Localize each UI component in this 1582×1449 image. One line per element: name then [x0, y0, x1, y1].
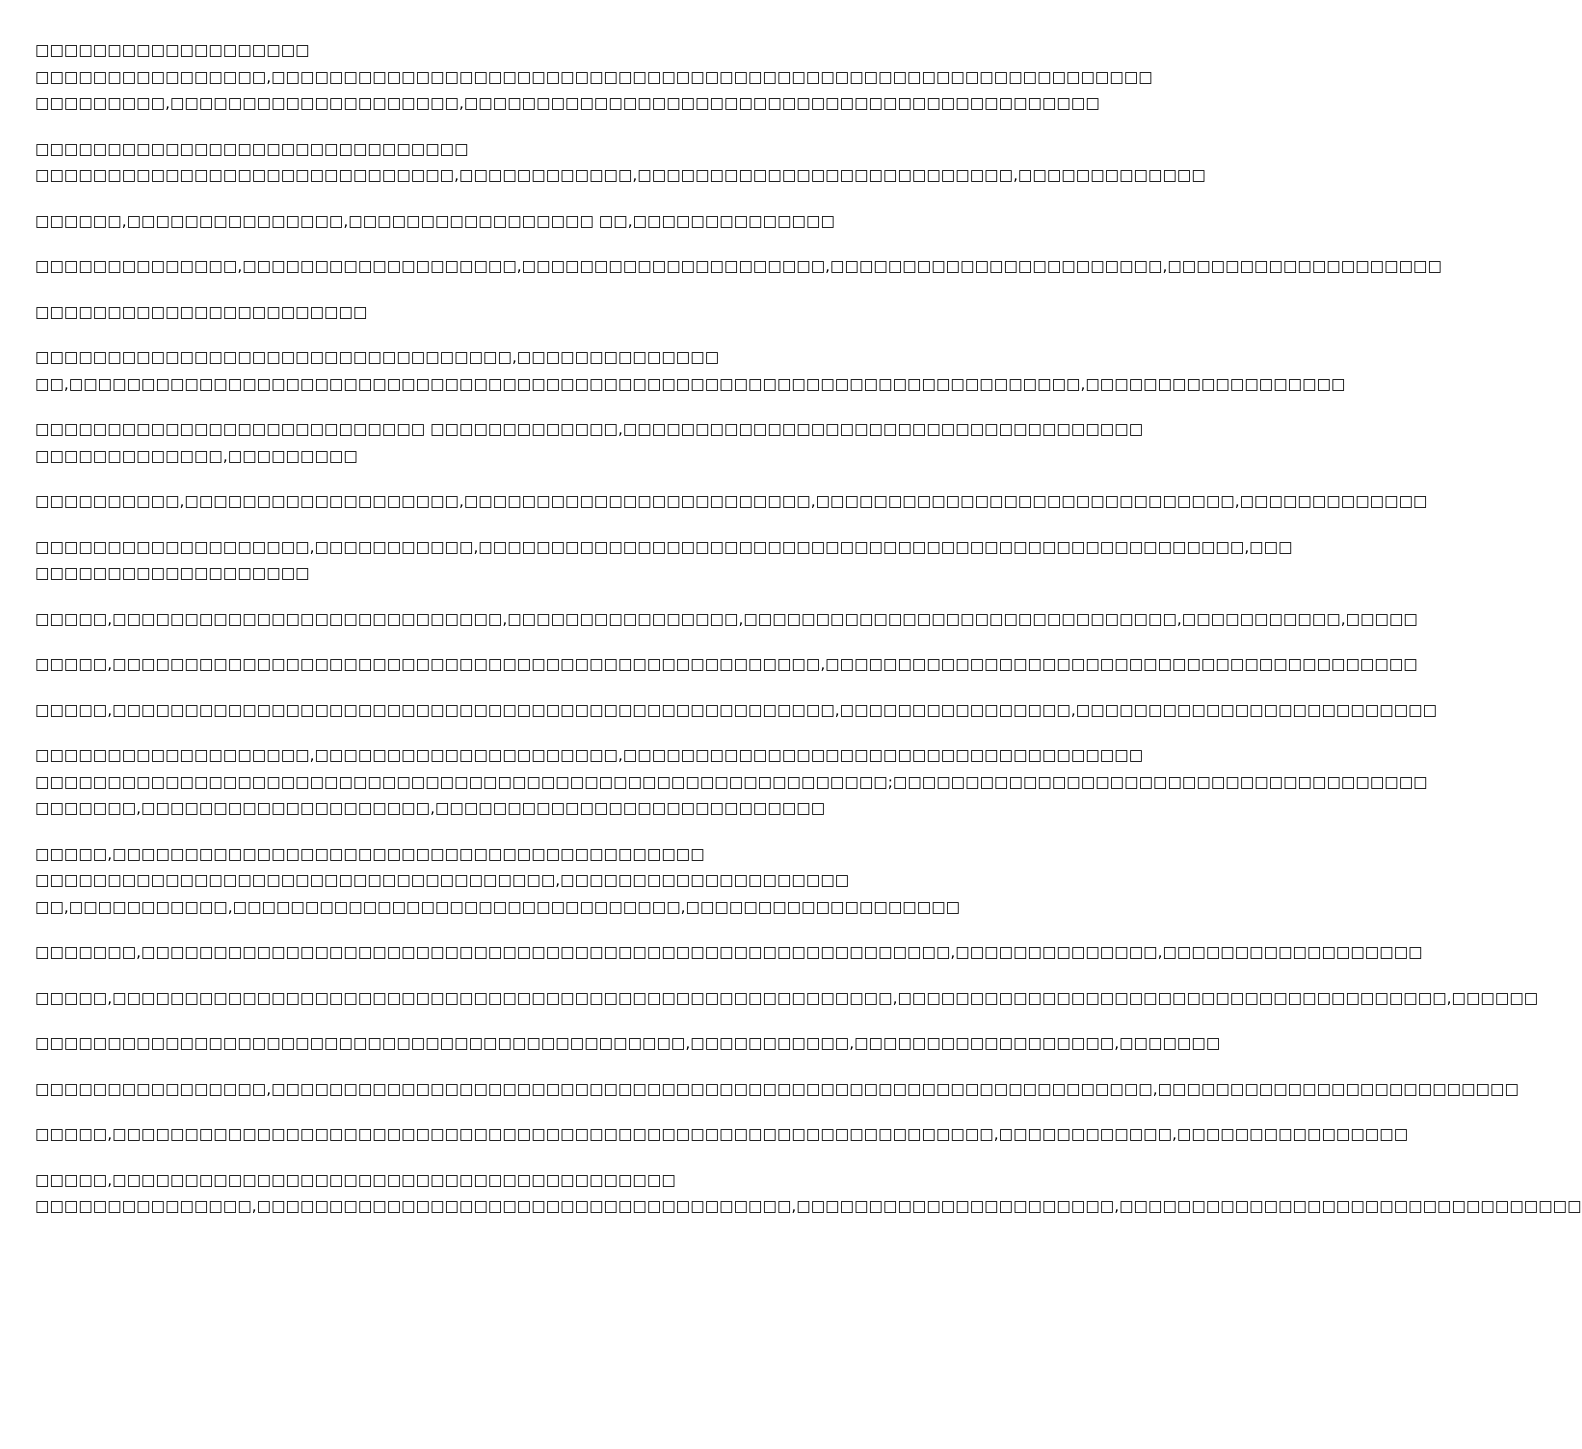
text-line: □□□□□□□□□□□□□□□□□□□,□□□□□□□□□□□□□□□□□□□□□,□□□□□□□□□□□□□□□□□□□□□□□□□□□□□□□□□□□□	[35, 746, 1144, 764]
text-line: □□□□□□□□□□,□□□□□□□□□□□□□□□□□□□,□□□□□□□□□□□□□□□□□□□□□□□□,□□□□□□□□□□□□□□□□□□□□□□□□□□□□□,□□□□□□□□□□□□□	[35, 492, 1428, 510]
text-line: □□□□□,□□□□□□□□□□□□□□□□□□□□□□□□□□□□□□□□□□□□□□□□□	[35, 844, 705, 863]
text-line: □□□□□,□□□□□□□□□□□□□□□□□□□□□□□□□□□□□□□□□□□□□□□□□□□□□□□□□□□□□□,□□□□□□□□□□□□□□□□□□□□□□□□□□□□□□□□□□□□□□,□□□□□□	[35, 988, 1539, 1007]
text-line: □□□□□,□□□□□□□□□□□□□□□□□□□□□□□□□□□,□□□□□□□□□□□□□□□□,□□□□□□□□□□□□□□□□□□□□□□□□□□□□□□,□□□□□□□□□□□,□□□□□	[35, 609, 1418, 628]
text-line: □□□□□,□□□□□□□□□□□□□□□□□□□□□□□□□□□□□□□□□□□□□□□□□□□□□□□□□□□□□□□□□□□□□,□□□□□□□□□□□□,□□□□□□□□□□□□□□□□	[35, 1125, 1409, 1143]
paragraph-9	[35, 534, 1293, 587]
paragraph-6	[35, 344, 1346, 397]
paragraph-10	[35, 606, 1418, 633]
text-line: □□□□□□□□□□□□□□□□□□□□□□□□□□□□□□	[35, 139, 469, 158]
paragraph-20	[35, 1167, 1582, 1220]
text-line: □□□□□□□□□□□□□□□□□□□□□□□	[35, 302, 368, 321]
text-line: □□□□□□□□□□□□□□□□□□□□□□□□□□□ □□□□□□□□□□□□□,□□□□□□□□□□□□□□□□□□□□□□□□□□□□□□□□□□□□	[35, 420, 1144, 438]
text-line: □□□□□,□□□□□□□□□□□□□□□□□□□□□□□□□□□□□□□□□□□□□□□□□□□□□□□□□□,□□□□□□□□□□□□□□□□,□□□□□□□□□□□□□□□□□□□□□□□□□	[35, 700, 1438, 719]
text-line: □□,□□□□□□□□□□□□□□□□□□□□□□□□□□□□□□□□□□□□□□□□□□□□□□□□□□□□□□□□□□□□□□□□□□□□□□,□□□□□□□□□□□□□□□□□□	[35, 374, 1346, 393]
paragraph-11	[35, 651, 1418, 678]
paragraph-15	[35, 939, 1423, 966]
text-line: □□□□□□□□□□□□□□□□□□□,□□□□□□□□□□□,□□□□□□□□□□□□□□□□□□□□□□□□□□□□□□□□□□□□□□□□□□□□□□□□□□□□□,□□□	[35, 537, 1293, 556]
text-line: □□□□□□□□□□□□□□□□□□□	[35, 41, 310, 59]
text-line: □□□□□,□□□□□□□□□□□□□□□□□□□□□□□□□□□□□□□□□□□□□□□	[35, 1170, 676, 1189]
paragraph-12	[35, 697, 1438, 724]
paragraph-2	[35, 136, 1206, 189]
text-line: □□□□□□,□□□□□□□□□□□□□□□,□□□□□□□□□□□□□□□□□ □□,□□□□□□□□□□□□□□	[35, 211, 835, 230]
text-line: □□□□□□□□□□□□□,□□□□□□□□□	[35, 446, 358, 465]
paragraph-16	[35, 985, 1539, 1012]
paragraph-17	[35, 1030, 1221, 1057]
text-line: □□□□□□□□□□□□□□□□□□□□□□□□□□□□□□□□□□□□□□□□□□□□□,□□□□□□□□□□□,□□□□□□□□□□□□□□□□□□,□□□□□□□	[35, 1034, 1221, 1052]
text-line: □□□□□,□□□□□□□□□□□□□□□□□□□□□□□□□□□□□□□□□□□□□□□□□□□□□□□□□,□□□□□□□□□□□□□□□□□□□□□□□□□□□□□□□□□□□□□□□□□	[35, 655, 1418, 673]
paragraph-4	[35, 253, 1442, 280]
text-line: □□□□□□□,□□□□□□□□□□□□□□□□□□□□,□□□□□□□□□□□□□□□□□□□□□□□□□□□	[35, 799, 826, 817]
text-line: □□□□□□□□□□□□□□,□□□□□□□□□□□□□□□□□□□,□□□□□□□□□□□□□□□□□□□□□,□□□□□□□□□□□□□□□□□□□□□□□,□□□□□□□□□□□□□□□□□□□	[35, 257, 1442, 275]
paragraph-8	[35, 488, 1428, 515]
text-line: □□□□□□□,□□□□□□□□□□□□□□□□□□□□□□□□□□□□□□□□□□□□□□□□□□□□□□□□□□□□□□□□,□□□□□□□□□□□□□□,□□□□□□□□□□□□□□□□□□	[35, 943, 1423, 961]
text-line: □□□□□□□□□□□□□□□□□□□	[35, 564, 310, 582]
text-line: □□□□□□□□□,□□□□□□□□□□□□□□□□□□□□,□□□□□□□□□□□□□□□□□□□□□□□□□□□□□□□□□□□□□□□□□□□□	[35, 94, 1100, 112]
document-body	[35, 37, 1582, 1239]
paragraph-18	[35, 1076, 1519, 1103]
paragraph-14	[35, 841, 989, 921]
text-line: □□□□□□□□□□□□□□□□□□□□□□□□□□□□□,□□□□□□□□□□□□,□□□□□□□□□□□□□□□□□□□□□□□□□□,□□□□□□□□□□□□□	[35, 166, 1206, 184]
text-line: □□,□□□□□□□□□□□,□□□□□□□□□□□□□□□□□□□□□□□□□□□□□□□,□□□□□□□□□□□□□□□□□□□	[35, 897, 961, 916]
paragraph-1	[35, 37, 1153, 117]
paragraph-13	[35, 742, 1428, 822]
text-line: □□□□□□□□□□□□□□□□,□□□□□□□□□□□□□□□□□□□□□□□□□□□□□□□□□□□□□□□□□□□□□□□□□□□□□□□□□□□□□	[35, 67, 1153, 86]
text-line: □□□□□□□□□□□□□□□,□□□□□□□□□□□□□□□□□□□□□□□□□□□□□□□□□□□□□,□□□□□□□□□□□□□□□□□□□□□□,□□□□□□□□□□□□□□□□□□□□□□□□□□□□□□□□	[35, 1197, 1582, 1215]
paragraph-5	[35, 299, 989, 326]
text-line: □□□□□□□□□□□□□□□□□□□□□□□□□□□□□□□□□□□□□□□□□□□□□□□□□□□□□□□□□□□;□□□□□□□□□□□□□□□□□□□□□□□□□□□□□□□□□□□□□	[35, 772, 1428, 791]
paragraph-19	[35, 1121, 1409, 1148]
paragraph-7	[35, 416, 1144, 469]
text-line: □□□□□□□□□□□□□□□□□□□□□□□□□□□□□□□□□,□□□□□□□□□□□□□□	[35, 348, 720, 366]
text-line: □□□□□□□□□□□□□□□□□□□□□□□□□□□□□□□□□□□□,□□□□□□□□□□□□□□□□□□□□	[35, 871, 850, 889]
text-line: □□□□□□□□□□□□□□□□,□□□□□□□□□□□□□□□□□□□□□□□□□□□□□□□□□□□□□□□□□□□□□□□□□□□□□□□□□□□□□,□□□□□□□□□□□□□□□□□□□□□□□□□	[35, 1079, 1519, 1098]
paragraph-3	[35, 208, 989, 235]
